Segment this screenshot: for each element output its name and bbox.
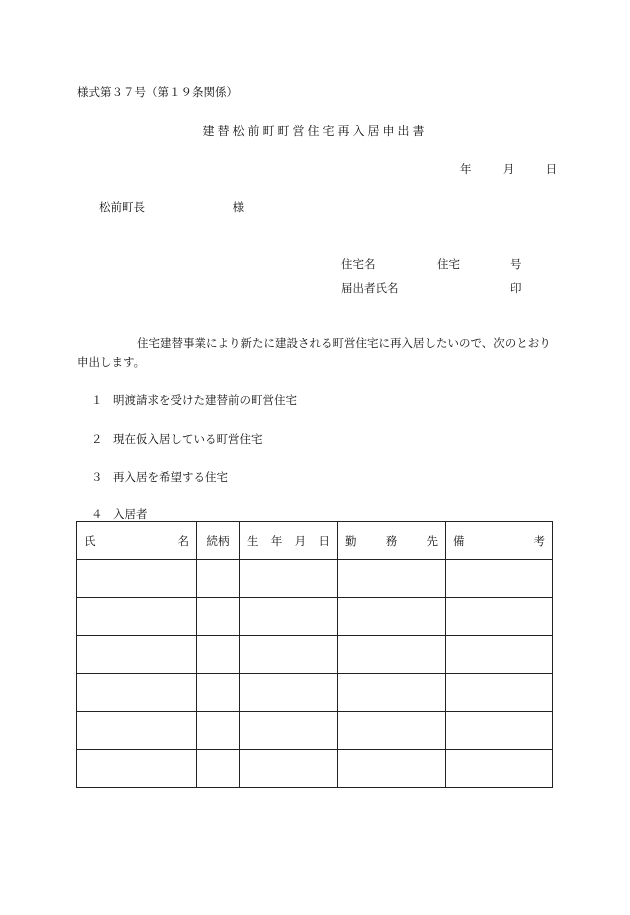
birthdate-cell[interactable] (240, 598, 338, 636)
house-label: 住宅 (437, 257, 460, 271)
header-char: 勤 (345, 533, 357, 548)
birthdate-cell[interactable] (240, 560, 338, 598)
header-char: 氏 (84, 533, 96, 548)
addressee (99, 199, 244, 215)
workplace-cell[interactable] (338, 712, 446, 750)
body-text: 住宅建替事業により新たに建設される町営住宅に再入居したいので、次のとおり申出します。 (77, 336, 551, 369)
header-char: 年 (270, 533, 283, 548)
residents-table (76, 521, 553, 788)
name-cell[interactable] (77, 712, 197, 750)
list-item (91, 431, 263, 447)
header-char: 日 (318, 533, 330, 548)
table-row (77, 636, 553, 674)
header-char: 備 (453, 533, 465, 548)
birthdate-cell[interactable] (240, 750, 338, 788)
name-cell[interactable] (77, 674, 197, 712)
relationship-cell[interactable] (197, 750, 240, 788)
header-char: 先 (426, 533, 438, 548)
relationship-cell[interactable] (197, 598, 240, 636)
name-cell[interactable] (77, 560, 197, 598)
header-char: 名 (177, 533, 189, 548)
table-row (77, 598, 553, 636)
workplace-cell[interactable] (338, 750, 446, 788)
table-row (77, 674, 553, 712)
remarks-cell[interactable] (446, 598, 553, 636)
name-cell[interactable] (77, 636, 197, 674)
header-char: 務 (385, 533, 398, 548)
relationship-cell[interactable] (197, 560, 240, 598)
seal-label: 印 (510, 281, 522, 295)
table-row (77, 560, 553, 598)
remarks-cell[interactable] (446, 674, 553, 712)
remarks-cell[interactable] (446, 750, 553, 788)
date-day-label: 日 (545, 162, 558, 176)
applicant-name-row (341, 280, 541, 296)
item-text: 現在仮入居している町営住宅 (113, 432, 263, 446)
date-month-label: 月 (502, 162, 515, 176)
remarks-cell[interactable] (446, 712, 553, 750)
birthdate-cell[interactable] (240, 712, 338, 750)
header-workplace (338, 522, 446, 560)
item-text: 明渡請求を受けた建替前の町営住宅 (113, 393, 297, 407)
item-number: ３ (91, 470, 103, 484)
list-item (91, 469, 228, 485)
relationship-cell[interactable] (197, 636, 240, 674)
applicant-house-row (341, 256, 541, 272)
number-label: 号 (510, 257, 522, 271)
date-year-label: 年 (460, 162, 472, 176)
workplace-cell[interactable] (338, 598, 446, 636)
relationship-cell[interactable] (197, 712, 240, 750)
header-relationship (197, 522, 240, 560)
header-char: 月 (294, 533, 307, 548)
date-line (460, 161, 557, 177)
birthdate-cell[interactable] (240, 674, 338, 712)
document-title: 建替松前町町営住宅再入居申出書 (202, 124, 428, 138)
table-header-row (77, 522, 553, 560)
header-remarks (446, 522, 553, 560)
workplace-cell[interactable] (338, 674, 446, 712)
list-item (91, 392, 297, 408)
applicant-name-label: 届出者氏名 (341, 281, 399, 295)
form-number: 様式第３７号（第１９条関係） (77, 85, 238, 99)
header-char: 続柄 (206, 533, 230, 548)
header-char: 考 (533, 533, 545, 548)
name-cell[interactable] (77, 598, 197, 636)
workplace-cell[interactable] (338, 560, 446, 598)
table-row (77, 712, 553, 750)
house-name-label: 住宅名 (341, 257, 376, 271)
table-row (77, 750, 553, 788)
header-birthdate (240, 522, 338, 560)
item-number: ２ (91, 432, 103, 446)
list-item (91, 506, 148, 522)
remarks-cell[interactable] (446, 560, 553, 598)
birthdate-cell[interactable] (240, 636, 338, 674)
item-number: １ (91, 393, 103, 407)
addressee-honorific: 様 (232, 200, 245, 214)
header-name (77, 522, 197, 560)
item-number: ４ (91, 507, 103, 521)
item-text: 再入居を希望する住宅 (113, 470, 228, 484)
addressee-name: 松前町長 (99, 200, 145, 214)
workplace-cell[interactable] (338, 636, 446, 674)
header-char: 生 (247, 533, 259, 548)
relationship-cell[interactable] (197, 674, 240, 712)
remarks-cell[interactable] (446, 636, 553, 674)
item-text: 入居者 (113, 507, 148, 521)
name-cell[interactable] (77, 750, 197, 788)
